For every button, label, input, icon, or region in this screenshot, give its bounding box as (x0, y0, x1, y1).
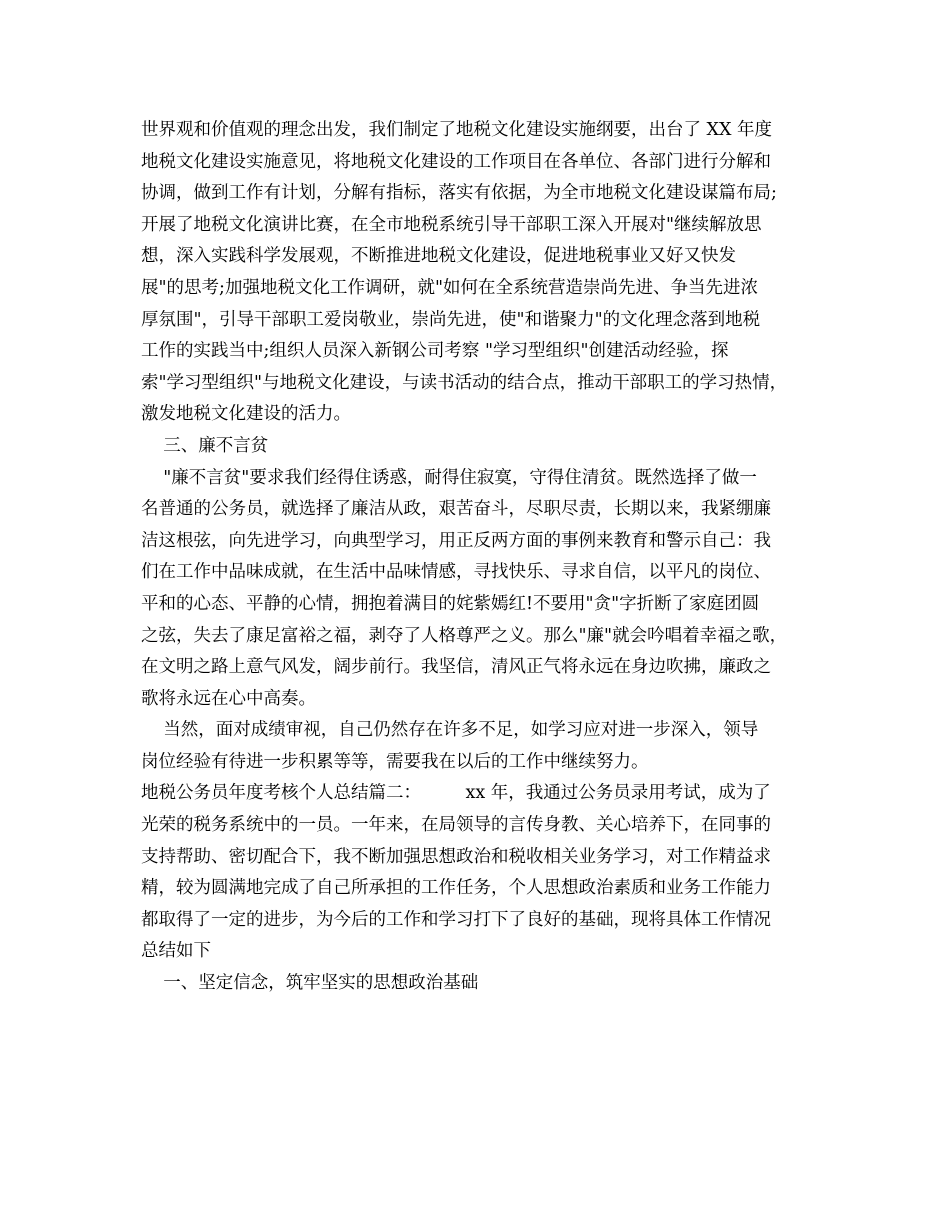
document-body (141, 115, 827, 1000)
text-line: 在文明之路上意气风发，阔步前行。我坚信，清风正气将永远在身边吹拂，廉政之 (141, 657, 771, 678)
text-line: 想，深入实践科学发展观，不断推进地税文化建设，促进地税事业又好又快发 (141, 246, 736, 267)
text-line: 支持帮助、密切配合下，我不断加强思想政治和税收相关业务学习，对工作精益求 (141, 846, 771, 867)
text-line: 世界观和价值观的理念出发，我们制定了地税文化建设实施纲要，出台了 XX 年度 (141, 120, 773, 140)
text-line: 地税文化建设实施意见，将地税文化建设的工作项目在各单位、各部门进行分解和 (141, 151, 771, 172)
text-line: 激发地税文化建设的活力。 (141, 404, 351, 425)
section-heading: 一、坚定信念，筑牢坚实的思想政治基础 (141, 973, 479, 994)
text-line: 索"学习型组织"与地税文化建设，与读书活动的结合点，推动干部职工的学习热情， (141, 372, 788, 393)
text-line: 洁这根弦，向先进学习，向典型学习，用正反两方面的事例来教育和警示自己：我 (141, 530, 771, 551)
text-line: 当然，面对成绩审视，自己仍然存在许多不足，如学习应对进一步深入，领导 (141, 720, 759, 741)
section-heading: 三、廉不言贫 (141, 435, 269, 456)
text-line: 开展了地税文化演讲比赛，在全市地税系统引导干部职工深入开展对"继续解放思 (141, 214, 762, 235)
text-line: 协调，做到工作有计划，分解有指标，落实有依据，为全市地税文化建设谋篇布局; (141, 183, 777, 204)
text-line: 总结如下 (141, 941, 211, 962)
text-line: 地税公务员年度考核个人总结篇二： xx 年，我通过公务员录用考试，成为了 (141, 783, 771, 804)
text-line: 名普通的公务员，就选择了廉洁从政，艰苦奋斗，尽职尽责，长期以来，我紧绷廉 (141, 499, 771, 520)
text-line: 厚氛围"，引导干部职工爱岗敬业，崇尚先进，使"和谐聚力"的文化理念落到地税 (141, 309, 761, 330)
text-line: 歌将永远在心中高奏。 (141, 688, 316, 709)
text-line: 们在工作中品味成就，在生活中品味情感，寻找快乐、寻求自信，以平凡的岗位、 (141, 562, 771, 583)
text-line: 展"的思考;加强地税文化工作调研，就"如何在全系统营造崇尚先进、争当先进浓 (141, 277, 758, 298)
text-line: 工作的实践当中;组织人员深入新钢公司考察 "学习型组织"创建活动经验，探 (141, 341, 729, 362)
text-line: 都取得了一定的进步，为今后的工作和学习打下了良好的基础，现将具体工作情况 (141, 909, 771, 930)
text-line: 之弦，失去了康足富裕之福，剥夺了人格尊严之义。那么"廉"就会吟唱着幸福之歌， (141, 625, 788, 646)
text-line: 光荣的税务系统中的一员。一年来，在局领导的言传身教、关心培养下，在同事的 (141, 815, 771, 836)
text-line: 岗位经验有待进一步积累等等，需要我在以后的工作中继续努力。 (141, 751, 649, 772)
text-line: 平和的心态、平静的心情，拥抱着满目的姹紫嫣红!不要用"贪"字折断了家庭团圆 (141, 593, 760, 614)
text-line: 精，较为圆满地完成了自己所承担的工作任务，个人思想政治素质和业务工作能力 (141, 878, 771, 899)
text-line: "廉不言贫"要求我们经得住诱惑，耐得住寂寞，守得住清贫。既然选择了做一 (141, 467, 757, 488)
